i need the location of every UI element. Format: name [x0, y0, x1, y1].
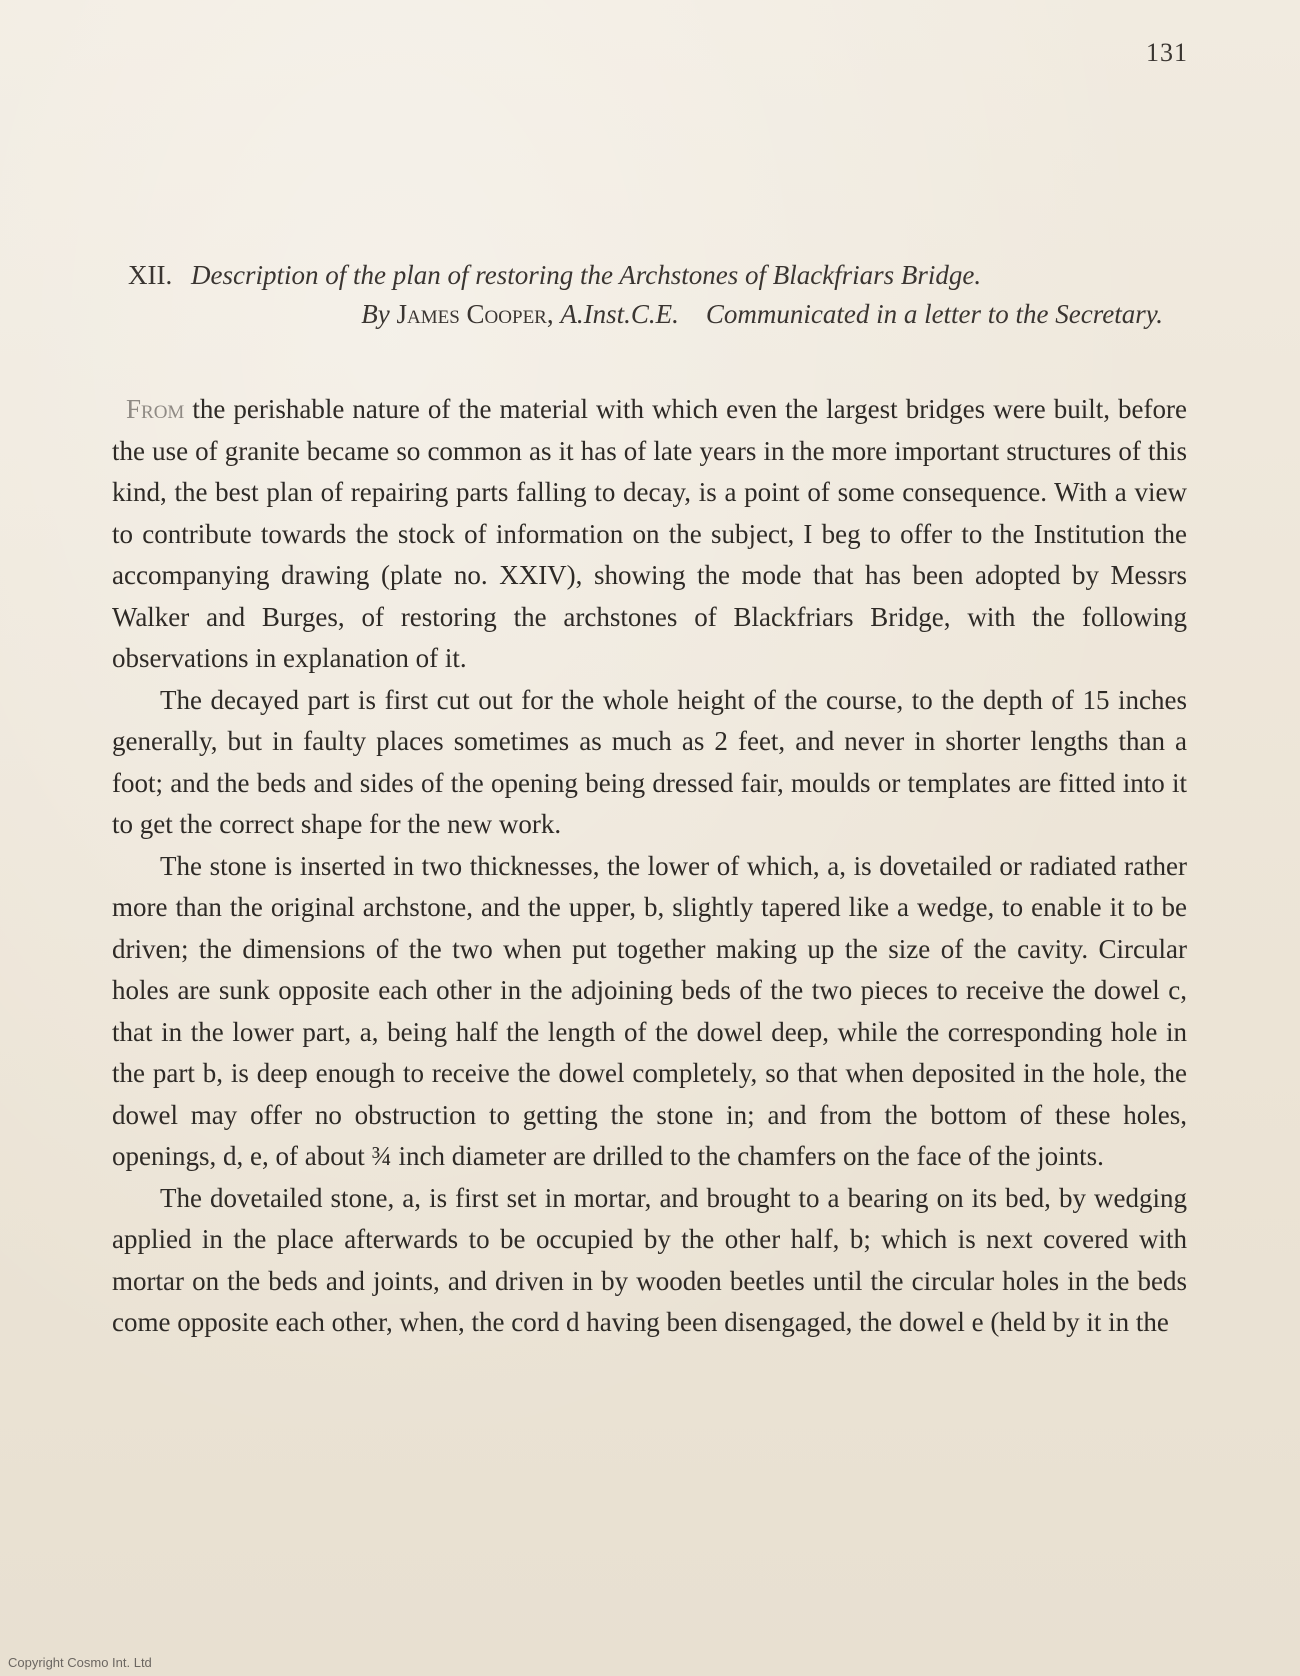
heading-line-1: [128, 256, 1193, 295]
paragraph-1-text: the perishable nature of the material with which even the largest bridges were built, before the use of granite became so common as it has of late years in the more important structures of this kind, the best plan of repairing parts falling to decay, is a point of some consequence. With a view to contribute towards the stock of information on the subject, I beg to offer to the Institution the accompanying drawing (plate no. XXIV), showing the mode that has been adopted by Messrs Walker and Burges, of restoring the archstones of Blackfriars Bridge, with the following observations in explanation of it.: [112, 394, 1187, 673]
paragraph-lead-word: From: [126, 394, 185, 424]
author-name: James Cooper,: [396, 299, 554, 329]
copyright-notice: Copyright Cosmo Int. Ltd: [8, 1655, 152, 1670]
paragraph-3: The stone is inserted in two thicknesses, the lower of which, a, is dovetailed or radiated rather more than the original archstone, and the upper, b, slightly tapered like a wedge, to enable it to be driven; the dimensions of the two when put together making up the size of the cavity. Circular holes are sunk opposite each other in the adjoining beds of the two pieces to receive the dowel c, that in the lower part, a, being half the length of the dowel deep, while the corresponding hole in the part b, is deep enough to receive the dowel completely, so that when deposited in the hole, the dowel may offer no obstruction to getting the stone in; and from the bottom of these holes, openings, d, e, of about ¾ inch diameter are drilled to the chamfers on the face of the joints.: [112, 850, 1187, 1171]
by-label: By: [361, 299, 390, 329]
author-credential: A.Inst.C.E.: [560, 299, 679, 329]
page-number: 131: [1146, 38, 1188, 67]
article-heading: [128, 256, 1193, 334]
section-number: XII.: [128, 260, 173, 290]
paragraph-1: [112, 389, 1187, 680]
paragraph-4: The dovetailed stone, a, is first set in mortar, and brought to a bearing on its bed, by wedging applied in the place afterwards to be occupied by the other half, b; which is next covered with mortar on the beds and joints, and driven in by wooden beetles until the circular holes in the beds come opposite each other, when, the cord d having been disengaged, the dowel e (held by it in the: [112, 1182, 1187, 1337]
article-body: [112, 389, 1187, 1344]
communication-note: Communicated in a letter to the Secretary.: [705, 299, 1163, 329]
heading-line-2: [128, 295, 1193, 334]
article-title: Description of the plan of restoring the Archstones of Blackfriars Bridge.: [190, 260, 982, 290]
paragraph-2: The decayed part is first cut out for the whole height of the course, to the depth of 15 inches generally, but in faulty places sometimes as much as 2 feet, and never in shorter lengths than a foot; and the beds and sides of the opening being dressed fair, moulds or templates are fitted into it to get the correct shape for the new work.: [112, 684, 1187, 839]
